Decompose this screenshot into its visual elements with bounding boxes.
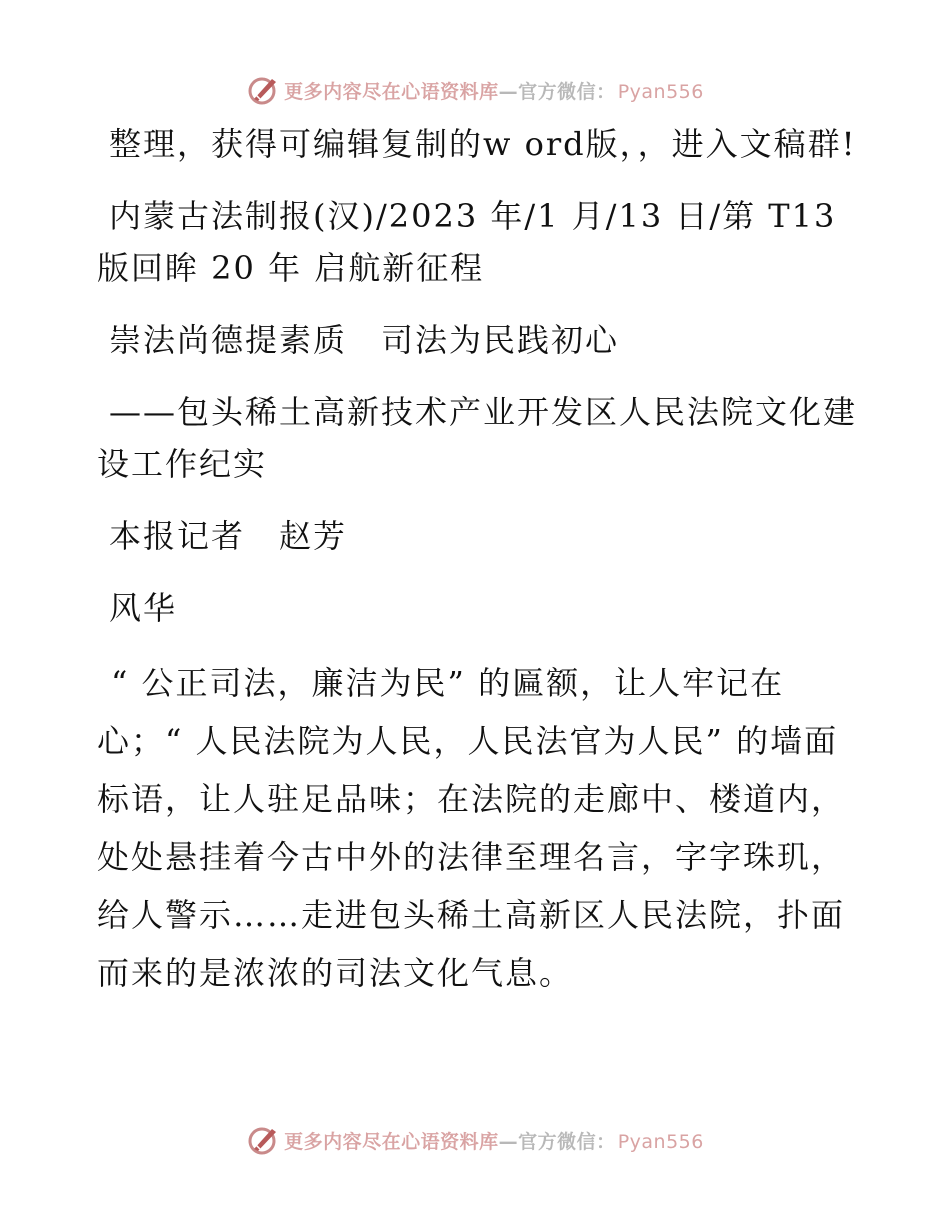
article-byline: 本报记者 赵芳 xyxy=(109,517,348,555)
watermark-main-text: 更多内容尽在心语资料库 xyxy=(284,80,499,103)
watermark-official-label: 官方微信： xyxy=(518,1130,616,1153)
source-line: 内蒙古法制报(汉)/2023 年/1 月/13 日/第 T13 版回眸 20 年 启航新征程 xyxy=(97,197,837,287)
watermark-official-label: 官方微信： xyxy=(518,80,616,103)
watermark-separator: — xyxy=(498,80,519,103)
article-headline: 崇法尚德提素质 司法为民践初心 xyxy=(109,321,620,359)
body-paragraph: “ 公正司法，廉洁为民” 的匾额，让人牢记在心；“ 人民法院为人民，人民法官为人民” 的墙面标语，让人驻足品味；在法院的走廊中、楼道内，处处悬挂着今古中外的法律至理名言，字字珠玑，给人警示……走进包头稀土高新区人民法院，扑面而来的是浓浓的司法文化气息。 xyxy=(97,664,846,992)
quill-seal-icon xyxy=(246,1123,280,1157)
document-content xyxy=(97,118,857,1022)
footer-watermark xyxy=(0,1120,950,1160)
watermark-main-text: 更多内容尽在心语资料库 xyxy=(284,1130,499,1153)
article-subtitle: ——包头稀土高新技术产业开发区人民法院文化建设工作纪实 xyxy=(97,393,858,483)
header-watermark xyxy=(0,70,950,110)
watermark-wechat-id: Pyan556 xyxy=(617,1130,704,1153)
section-heading: 风华 xyxy=(109,589,178,627)
watermark-text xyxy=(284,77,704,104)
watermark-wechat-id: Pyan556 xyxy=(617,80,704,103)
watermark-separator: — xyxy=(498,1130,519,1153)
intro-paragraph: 整理，获得可编辑复制的w ord版，，进入文稿群! xyxy=(109,125,857,163)
watermark-text xyxy=(284,1127,704,1154)
quill-seal-icon xyxy=(246,73,280,107)
